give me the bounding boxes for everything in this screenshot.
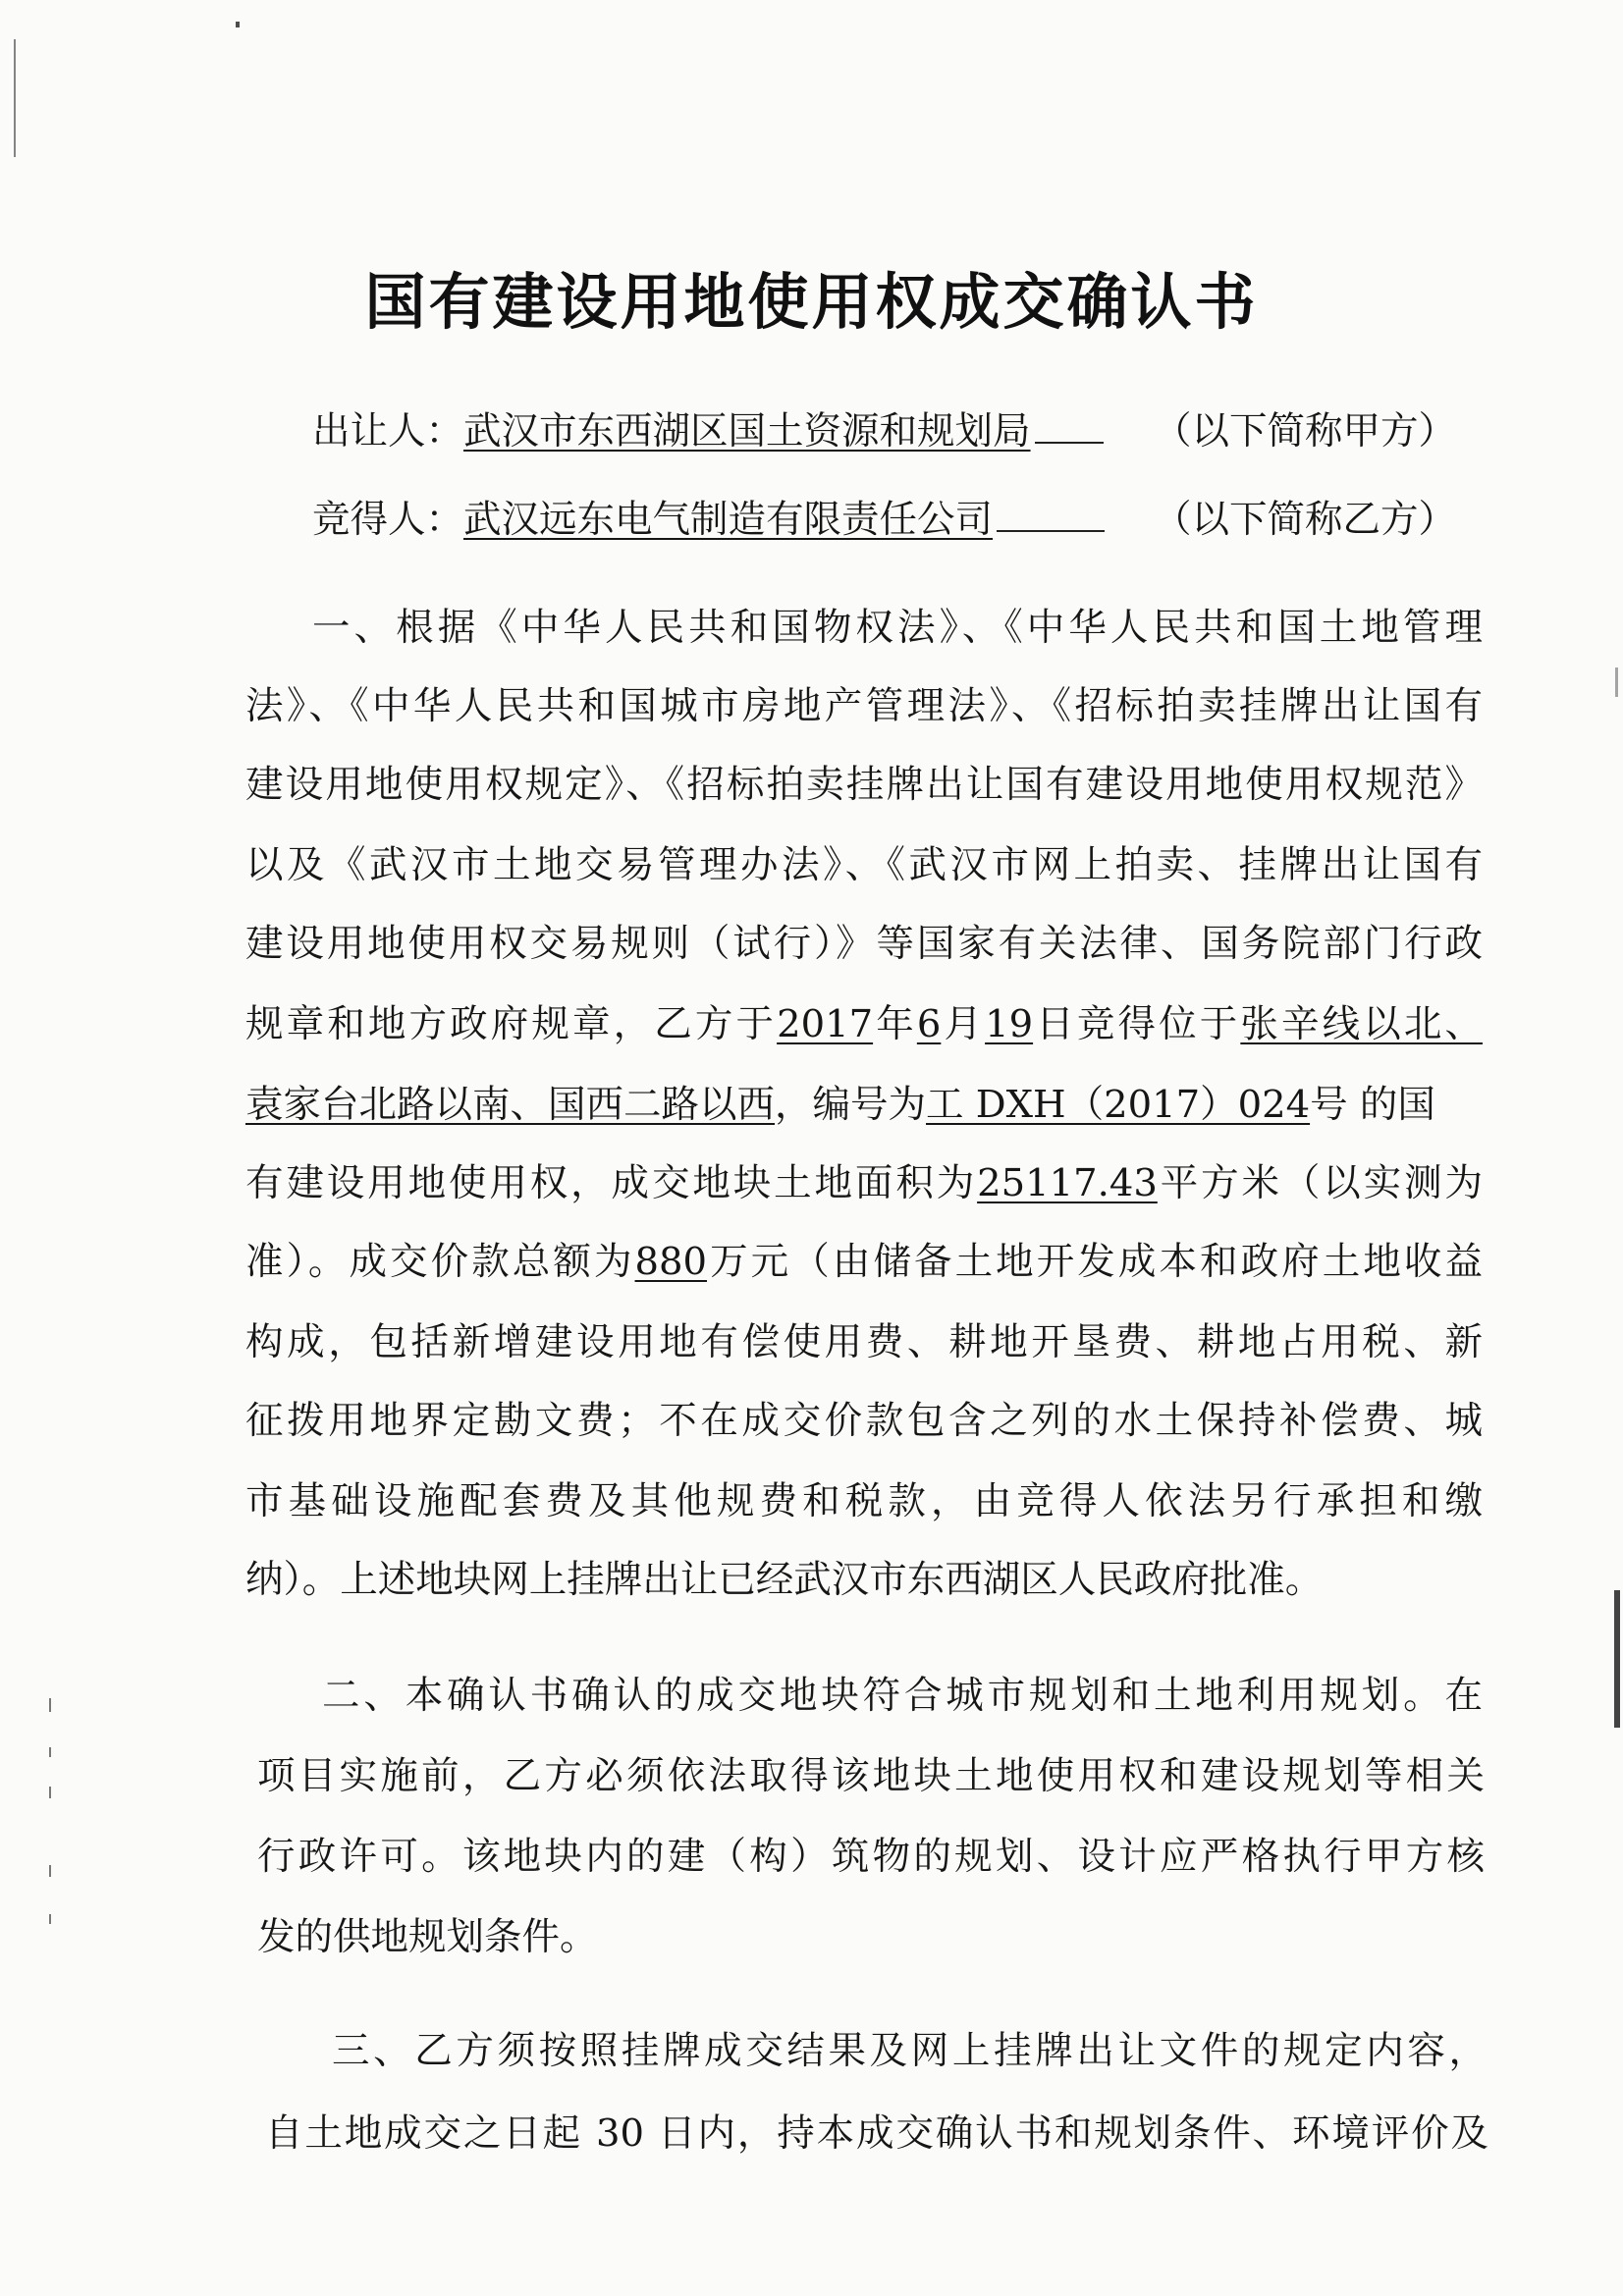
clause1-line: 法》、《中华人民共和国城市房地产管理法》、《招标拍卖挂牌出让国有 — [245, 684, 1483, 728]
buyer-note: （以下简称乙方） — [1154, 498, 1457, 542]
parcel-location-part2: 袁家台北路以南、国西二路以西 — [245, 1083, 776, 1127]
clause1-line: 征拨用地界定勘文费；不在成交价款包含之列的水土保持补偿费、城 — [245, 1399, 1483, 1443]
seller-underline — [1035, 402, 1104, 444]
parcel-location-part1: 张辛线以北、 — [1240, 1002, 1483, 1046]
text-run: 规章和地方政府规章，乙方于 — [245, 1002, 778, 1046]
scan-mark — [49, 1787, 51, 1798]
clause3-line: 自土地成交之日起 30 日内，持本成交确认书和规划条件、环境评价及 — [265, 2111, 1488, 2156]
scan-mark — [236, 22, 240, 27]
seller-label: 出让人： — [312, 409, 464, 454]
award-month: 6 — [916, 1002, 942, 1046]
scan-mark — [49, 1865, 51, 1877]
scan-mark — [14, 39, 16, 157]
clause1-line-parcel — [245, 1066, 1483, 1145]
clause1-line: 市基础设施配套费及其他规费和税款，由竞得人依法另行承担和缴 — [245, 1479, 1483, 1523]
scan-mark — [49, 1747, 51, 1757]
buyer-line — [312, 481, 1105, 560]
text-run: 号 的国 — [1310, 1083, 1435, 1127]
parcel-code: 工 DXH（2017）024 — [926, 1083, 1311, 1127]
seller-name: 武汉市东西湖区国土资源和规划局 — [463, 409, 1031, 454]
award-year: 2017 — [777, 1002, 874, 1046]
clause2-line: 项目实施前，乙方必须依法取得该地块土地使用权和建设规划等相关 — [257, 1754, 1485, 1798]
buyer-underline — [997, 491, 1105, 532]
clause3-line: 三、乙方须按照挂牌成交结果及网上挂牌出让文件的规定内容， — [332, 2029, 1487, 2073]
scan-mark — [49, 1698, 51, 1712]
clause1-line-area — [245, 1145, 1483, 1223]
text-run: 年 — [873, 1002, 917, 1046]
clause2-line: 发的供地规划条件。 — [257, 1915, 598, 1959]
award-day: 19 — [985, 1002, 1034, 1046]
clause2-line: 二、本确认书确认的成交地块符合城市规划和土地利用规划。在 — [322, 1674, 1483, 1718]
text-run: 日竞得位于 — [1033, 1002, 1241, 1046]
clause2-line: 行政许可。该地块内的建（构）筑物的规划、设计应严格执行甲方核 — [257, 1835, 1485, 1879]
text-run: 准）。成交价款总额为 — [245, 1240, 635, 1284]
transaction-price: 880 — [634, 1240, 708, 1284]
buyer-label: 竞得人： — [312, 498, 464, 542]
clause1-line: 纳）。上述地块网上挂牌出让已经武汉市东西湖区人民政府批准。 — [245, 1558, 1324, 1602]
buyer-name: 武汉远东电气制造有限责任公司 — [463, 498, 994, 542]
scan-mark — [49, 1914, 51, 1924]
scan-mark — [1615, 667, 1618, 697]
text-run: 平方米（以实测为 — [1157, 1161, 1483, 1205]
clause1-line: 一、根据《中华人民共和国物权法》、《中华人民共和国土地管理 — [312, 606, 1483, 650]
text-run: 万元（由储备土地开发成本和政府土地收益 — [707, 1240, 1483, 1284]
text-run: 有建设用地使用权，成交地块土地面积为 — [245, 1161, 978, 1205]
text-run: ，编号为 — [775, 1083, 927, 1127]
clause1-line: 构成，包括新增建设用地有偿使用费、耕地开垦费、耕地占用税、新 — [245, 1320, 1483, 1364]
clause1-line-price — [245, 1223, 1483, 1302]
parcel-area: 25117.43 — [977, 1161, 1158, 1205]
document-title: 国有建设用地使用权成交确认书 — [364, 266, 1259, 338]
clause1-line-date — [245, 986, 1483, 1064]
seller-line — [312, 393, 1104, 471]
clause1-line: 建设用地使用权交易规则（试行）》等国家有关法律、国务院部门行政 — [245, 922, 1483, 966]
clause1-line: 建设用地使用权规定》、《招标拍卖挂牌出让国有建设用地使用权规范》 — [245, 763, 1483, 807]
seller-note: （以下简称甲方） — [1154, 409, 1457, 454]
text-run: 月 — [941, 1002, 986, 1046]
scan-mark — [1614, 1590, 1620, 1728]
clause1-line: 以及《武汉市土地交易管理办法》、《武汉市网上拍卖、挂牌出让国有 — [245, 843, 1483, 887]
